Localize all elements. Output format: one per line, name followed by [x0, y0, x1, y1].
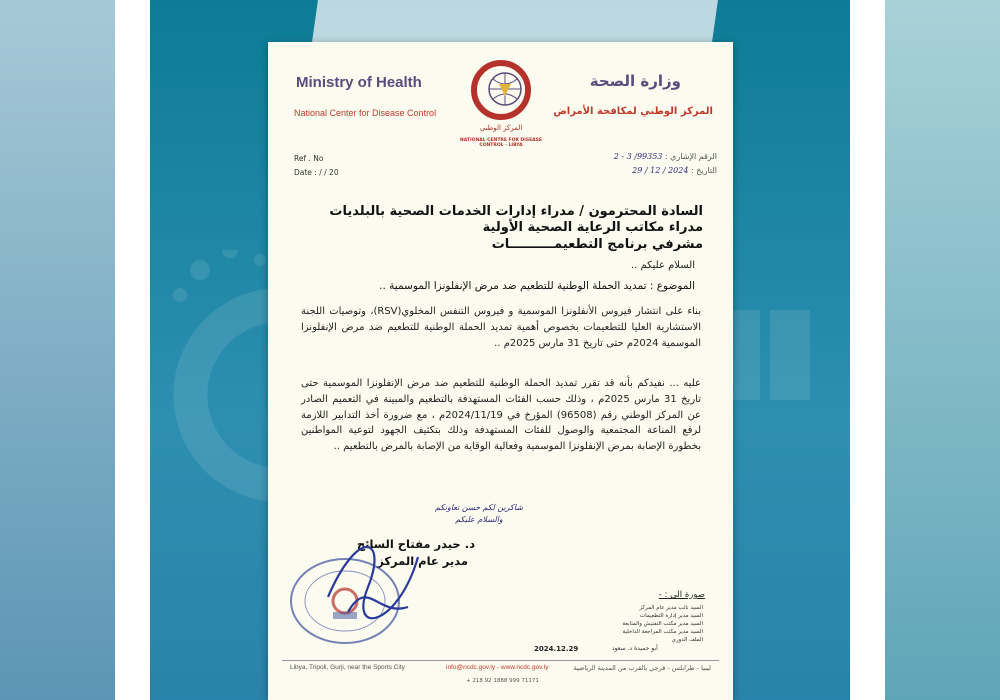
- ministry-title-ar: وزارة الصحة: [589, 72, 681, 90]
- copies-sign-note-2: د. سعود: [612, 645, 633, 652]
- footer-phone: + 218 92 1888 999 71171: [466, 678, 539, 684]
- subject-line: الموضوع : تمديد الحملة الوطنية للتطعيم ضد مرض الإنفلونزا الموسمية ..: [379, 280, 695, 292]
- footer-address-en: Libya, Tripoli, Gurji, near the Sports City: [290, 664, 405, 671]
- closing-regards: والسلام عليكم: [455, 515, 503, 524]
- body-paragraph-1: بناء على انتشار فيروس الأنفلونزا الموسمية و فيروس التنفس المخلوي(RSV)، وتوصيات اللجنة الاستشارية العليا للتطعيمات بخصوص أهمية تمديد الحملة الوطنية للتطعيم ضد مرض الإنفلونزا الموسمية 2024م حتى تاريخ 31 مارس 2025م ..: [301, 306, 701, 349]
- copy-recipient: السيد مدير إدارة التطعيمات: [639, 613, 703, 619]
- copies-title: صورة الى : -: [658, 590, 705, 600]
- footer-address-ar: ليبيا - طرابلس - قرجي بالقرب من المدينة الرياضية: [573, 664, 711, 672]
- date-ar-value: 2024 / 12 / 29: [632, 166, 689, 175]
- ministry-title-en: Ministry of Health: [296, 74, 422, 91]
- left-background: [0, 0, 115, 700]
- ref-number-label: Ref . No: [294, 154, 324, 163]
- body-paragraph-2: عليه ... نفيدكم بأنه قد تقرر تمديد الحملة الوطنية للتطعيم ضد مرض الإنفلونزا الموسمية حتى تاريخ 31 مارس 2025م ، وذلك حسب الفئات المستهدفة بالتطعيم والمبينة في التعميم الصادر عن المركز الوطني رقم (96508) المؤرخ في 2024/11/19م ، مع ضرورة أخذ التدابير اللازمة لرفع المناعة المجتمعية والوصول للفئات المستهدفة وذلك بتكثيف الجهود لتوعية المواطنين بخطورة الإصابة بمرض الإنفلونزا الموسمية وفعالية الوقاية من الإصابة بالمرض بالتطعيم ..: [301, 378, 702, 453]
- copy-recipient: السيد مدير مكتب المراجعة الداخلية: [622, 629, 703, 635]
- ministry-subtitle-en: National Center for Disease Control: [294, 108, 437, 118]
- date-ar: [632, 166, 717, 175]
- ncdc-logo: [464, 58, 538, 144]
- addressee-line-1: السادة المحترمون / مدراء إدارات الخدمات الصحية بالبلديات: [329, 204, 703, 219]
- greeting: السلام عليكم ..: [630, 260, 695, 271]
- date-label: Date : / / 20: [294, 168, 339, 177]
- adhesive-tape: [312, 0, 718, 42]
- signatory-name: د. حيدر مفتاح السائح: [356, 537, 475, 551]
- date-ar-label: التاريخ :: [690, 166, 717, 175]
- addressee-line-3: مشرفي برنامج التطعيمــــــــــات: [491, 237, 703, 252]
- right-background: [885, 0, 1000, 700]
- official-letter: [268, 42, 733, 700]
- addressee-line-2: مدراء مكاتب الرعاية الصحية الأولية: [482, 220, 703, 235]
- signatory-title: مدير عام المركز: [377, 554, 468, 568]
- ref-number-ar-value: 99353/ 3 - 2: [613, 152, 663, 161]
- logo-caption: NATIONAL CENTRE FOR DISEASE CONTROL - LIBYA: [460, 138, 542, 148]
- copies-sign-note-1: أبو حميدة: [634, 645, 658, 652]
- ref-number-ar-label: الرقم الإشاري :: [664, 152, 717, 161]
- copies-date: 2024.12.29: [534, 645, 579, 653]
- signature-scribble: [318, 517, 428, 637]
- closing-thanks: شاكرين لكم حسن تعاونكم: [434, 503, 523, 512]
- copies-sign-note: [598, 645, 658, 652]
- copy-recipient: الملف الدوري: [671, 637, 703, 643]
- ministry-subtitle-ar: المركز الوطني لمكافحة الأمراض: [553, 106, 713, 117]
- copy-recipient: السيد مدير مكتب التفتيش والمتابعة: [622, 621, 703, 627]
- closing: [435, 502, 523, 526]
- svg-text:المركز الوطني: المركز الوطني: [479, 124, 523, 132]
- footer-contact: info@ncdc.gov.ly - www.ncdc.gov.ly: [446, 664, 549, 671]
- ref-number-ar: [614, 152, 717, 161]
- footer-divider: [282, 660, 719, 661]
- copy-recipient: السيد نائب مدير عام المركز: [639, 605, 703, 611]
